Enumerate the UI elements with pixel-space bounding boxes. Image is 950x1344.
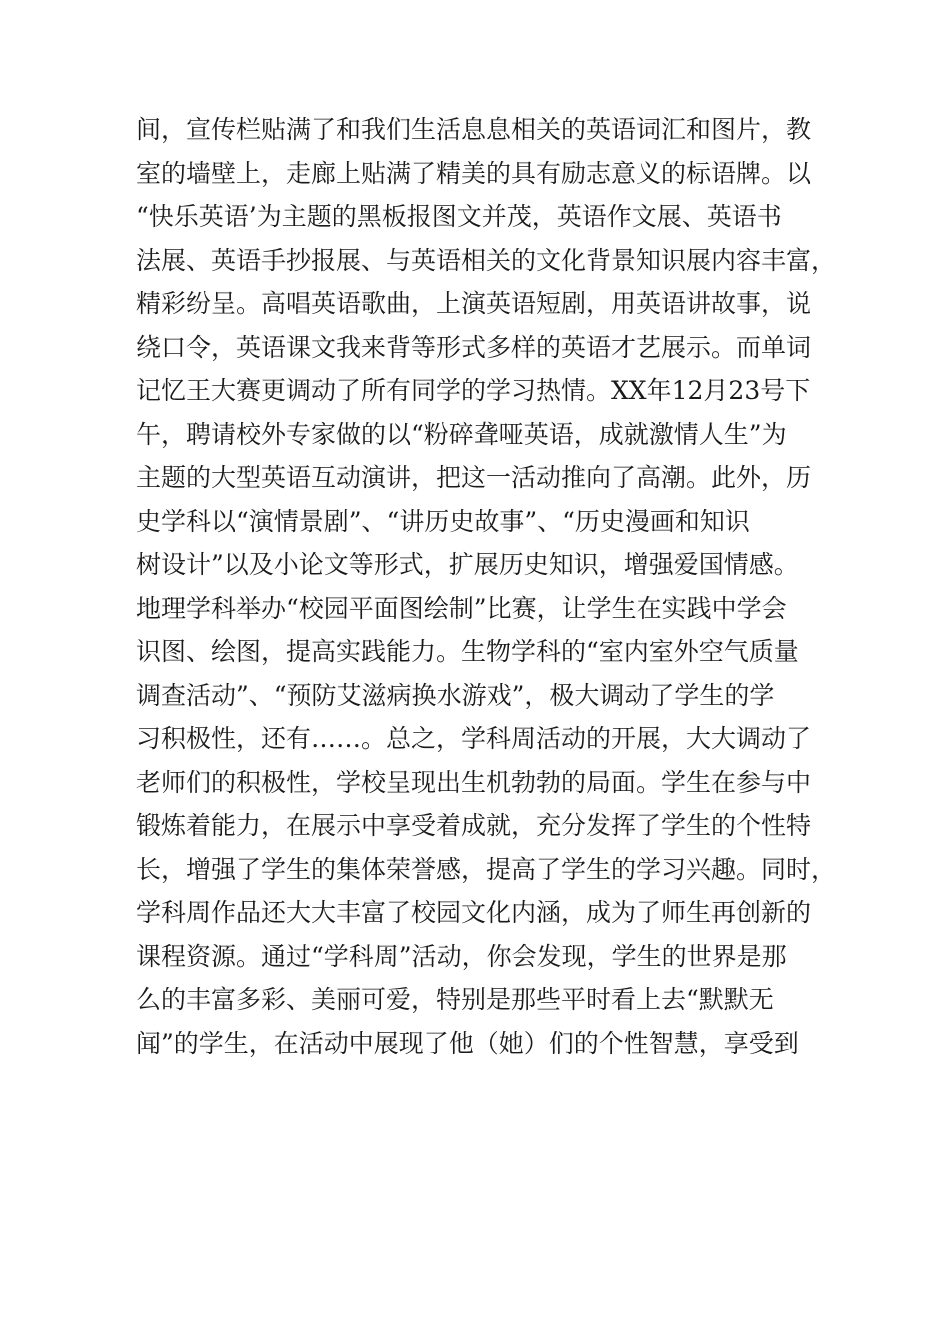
text-line: 史学科以“演情景剧”、“讲历史故事”、“历史漫画和知识 [136,506,750,536]
text-line: 调查活动”、“预防艾滋病换水游戏”，极大调动了学生的学 [136,680,775,710]
text-line: 树设计”以及小论文等形式，扩展历史知识，增强爱国情感。 [136,550,799,579]
text-line: 室的墙壁上，走廊上贴满了精美的具有励志意义的标语牌。以 [136,158,812,188]
text-line: 么的丰富多彩、美丽可爱，特别是那些平时看上去“默默无 [136,985,774,1014]
text-line: 地理学科举办“校园平面图绘制”比赛，让学生在实践中学会 [136,593,787,623]
text-line: 课程资源。通过“学科周”活动，你会发现，学生的世界是那 [136,941,787,971]
text-line: 法展、英语手抄报展、与英语相关的文化背景知识展内容丰富， [136,245,837,275]
text-line: 习积极性，还有……。总之，学科周活动的开展，大大调动了 [136,724,812,753]
text-line: 老师们的积极性，学校呈现出生机勃勃的局面。学生在参与中 [136,767,812,797]
text-line: 绕口令，英语课文我来背等形式多样的英语才艺展示。而单词 [136,332,812,362]
text-line: 锻炼着能力，在展示中享受着成就，充分发挥了学生的个性特 [136,811,812,840]
text-line: 午，聘请校外专家做的以“粉碎聋哑英语，成就激情人生”为 [136,419,787,449]
text-line: “快乐英语’为主题的黑板报图文并茂，英语作文展、英语书 [136,202,782,231]
text-line: 闻”的学生，在活动中展现了他（她）们的个性智慧，享受到 [136,1028,799,1058]
body-text [136,108,836,1065]
text-line: 精彩纷呈。高唱英语歌曲，上演英语短剧，用英语讲故事，说 [136,289,812,318]
text-line: 长，增强了学生的集体荣誉感，提高了学生的学习兴趣。同时， [136,854,837,884]
text-line: 间，宣传栏贴满了和我们生活息息相关的英语词汇和图片，教 [136,115,812,144]
text-line: 识图、绘图，提高实践能力。生物学科的“室内室外空气质量 [136,637,799,666]
text-line: 主题的大型英语互动演讲，把这一活动推向了高潮。此外，历 [136,463,812,492]
text-line: 记忆王大赛更调动了所有同学的学习热情。XX年12月23号下 [136,376,811,405]
text-line: 学科周作品还大大丰富了校园文化内涵，成为了师生再创新的 [136,898,812,927]
